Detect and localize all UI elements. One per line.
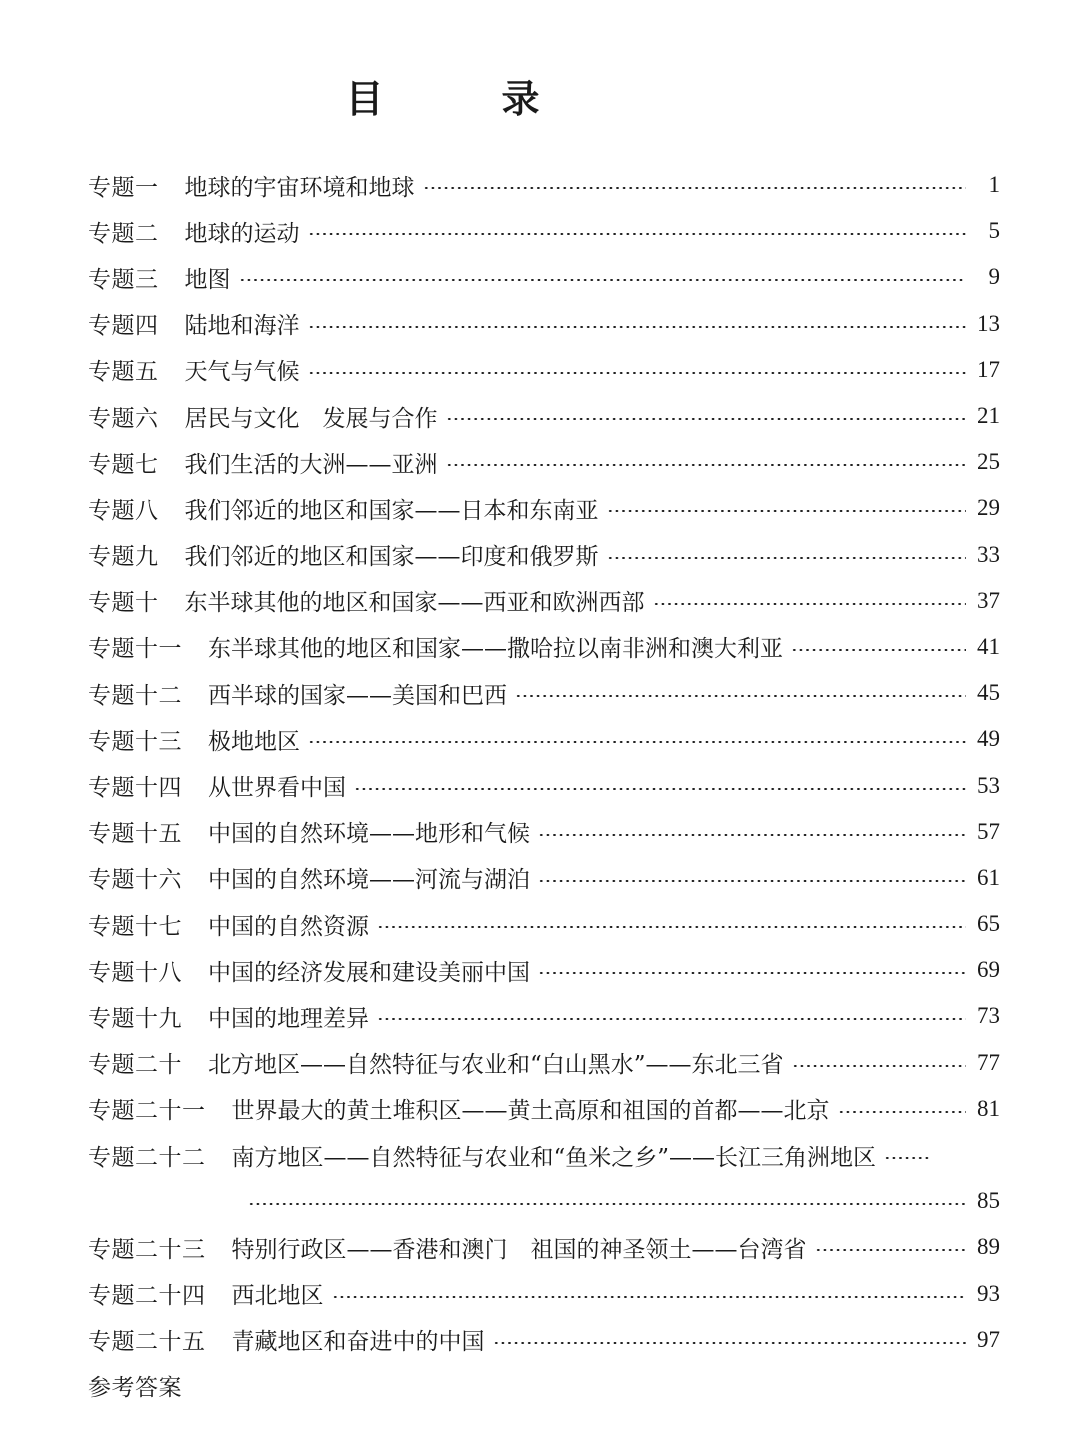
toc-entry[interactable] xyxy=(88,578,1000,624)
entry-title: 地球的宇宙环境和地球 xyxy=(184,174,415,201)
entry-page-number: 73 xyxy=(977,1003,1000,1029)
entry-page-number: 81 xyxy=(977,1095,1000,1121)
entry-label: 专题二十二 xyxy=(88,1144,206,1171)
toc-entry[interactable] xyxy=(88,347,1000,393)
toc-entry-continuation[interactable] xyxy=(88,1178,1000,1224)
entry-page-number: 85 xyxy=(977,1188,1000,1214)
entry-title: 我们邻近的地区和国家——日本和东南亚 xyxy=(184,497,599,524)
dot-leader xyxy=(884,1157,930,1159)
page-title: 目 录 xyxy=(345,76,580,121)
dot-leader xyxy=(377,1018,966,1020)
entry-label: 专题十七 xyxy=(88,913,182,940)
entry-page-number: 33 xyxy=(977,541,1000,567)
toc-entry[interactable] xyxy=(88,301,1000,347)
dot-leader xyxy=(538,880,966,882)
entry-label: 专题二 xyxy=(88,220,159,247)
dot-leader xyxy=(607,557,967,559)
entry-label: 专题四 xyxy=(88,313,159,340)
toc-entry[interactable] xyxy=(88,855,1000,901)
toc-entry[interactable] xyxy=(88,901,1000,947)
dot-leader xyxy=(446,418,967,420)
entry-page-number: 1 xyxy=(988,172,1000,198)
entry-label: 专题十 xyxy=(88,590,159,617)
toc-entry[interactable] xyxy=(88,670,1000,716)
entry-label: 专题三 xyxy=(88,266,159,293)
entry-page-number: 57 xyxy=(977,818,1000,844)
entry-label: 专题九 xyxy=(88,544,159,571)
entry-title: 青藏地区和奋进中的中国 xyxy=(231,1329,485,1356)
entry-label: 专题十九 xyxy=(88,1005,182,1032)
toc-entry[interactable] xyxy=(88,393,1000,439)
toc-entry[interactable] xyxy=(88,762,1000,808)
dot-leader xyxy=(515,695,966,697)
entry-page-number: 77 xyxy=(977,1049,1000,1075)
entry-label: 专题十五 xyxy=(88,821,182,848)
entry-title: 居民与文化 发展与合作 xyxy=(184,405,438,432)
table-of-contents xyxy=(88,162,1000,1409)
entry-page-number: 45 xyxy=(977,680,1000,706)
dot-leader xyxy=(423,187,967,189)
entry-title: 南方地区——自然特征与农业和“鱼米之乡”——长江三角洲地区 xyxy=(231,1144,877,1171)
entry-title: 西北地区 xyxy=(231,1283,324,1310)
entry-label: 专题七 xyxy=(88,451,159,478)
entry-page-number: 93 xyxy=(977,1280,1000,1306)
dot-leader xyxy=(248,1203,966,1205)
toc-entry[interactable] xyxy=(88,1040,1000,1086)
entry-title: 特别行政区——香港和澳门 祖国的神圣领土——台湾省 xyxy=(231,1236,807,1263)
entry-title: 中国的自然环境——河流与湖泊 xyxy=(208,867,530,894)
dot-leader xyxy=(653,603,967,605)
entry-label: 专题十八 xyxy=(88,959,182,986)
entry-label: 专题二十 xyxy=(88,1052,182,1079)
entry-title: 东半球其他的地区和国家——撒哈拉以南非洲和澳大利亚 xyxy=(208,636,783,663)
entry-label: 专题十三 xyxy=(88,728,182,755)
entry-page-number: 41 xyxy=(977,633,1000,659)
toc-entry[interactable] xyxy=(88,254,1000,300)
entry-title: 极地地区 xyxy=(208,728,300,755)
dot-leader xyxy=(838,1111,967,1113)
entry-label: 专题二十五 xyxy=(88,1329,206,1356)
toc-entry[interactable] xyxy=(88,1271,1000,1317)
toc-entry[interactable] xyxy=(88,1086,1000,1132)
entry-page-number: 69 xyxy=(977,957,1000,983)
entry-label: 专题六 xyxy=(88,405,159,432)
entry-label: 专题五 xyxy=(88,359,159,386)
dot-leader xyxy=(538,834,966,836)
toc-entry[interactable] xyxy=(88,208,1000,254)
entry-label: 专题十四 xyxy=(88,775,182,802)
entry-title: 世界最大的黄土堆积区——黄土高原和祖国的首都——北京 xyxy=(231,1098,830,1125)
toc-entry[interactable] xyxy=(88,1132,1000,1178)
toc-entry[interactable] xyxy=(88,716,1000,762)
entry-label: 专题十一 xyxy=(88,636,182,663)
entry-page-number: 65 xyxy=(977,911,1000,937)
entry-title: 中国的自然环境——地形和气候 xyxy=(208,821,530,848)
dot-leader xyxy=(308,233,967,235)
entry-title: 北方地区——自然特征与农业和“白山黑水”——东北三省 xyxy=(208,1052,784,1079)
entry-title: 地球的运动 xyxy=(184,220,300,247)
entry-page-number: 17 xyxy=(977,356,1000,382)
entry-page-number: 21 xyxy=(977,403,1000,429)
toc-entry[interactable] xyxy=(88,809,1000,855)
dot-leader xyxy=(332,1296,967,1298)
entry-title: 我们生活的大洲——亚洲 xyxy=(184,451,438,478)
entry-title: 从世界看中国 xyxy=(208,775,346,802)
entry-label: 专题十六 xyxy=(88,867,182,894)
entry-page-number: 61 xyxy=(977,864,1000,890)
dot-leader xyxy=(815,1249,967,1251)
dot-leader xyxy=(308,326,967,328)
entry-label: 专题二十一 xyxy=(88,1098,206,1125)
toc-entry[interactable] xyxy=(88,485,1000,531)
dot-leader xyxy=(607,510,967,512)
dot-leader xyxy=(308,741,966,743)
dot-leader xyxy=(446,464,967,466)
entry-page-number: 25 xyxy=(977,449,1000,475)
entry-label: 专题二十四 xyxy=(88,1283,206,1310)
dot-leader xyxy=(791,649,966,651)
dot-leader xyxy=(792,1065,966,1067)
entry-page-number: 53 xyxy=(977,772,1000,798)
entry-label: 专题十二 xyxy=(88,682,182,709)
entry-title: 西半球的国家——美国和巴西 xyxy=(208,682,507,709)
dot-leader xyxy=(239,279,967,281)
entry-title: 中国的自然资源 xyxy=(208,913,369,940)
answers-label: 参考答案 xyxy=(88,1375,182,1402)
toc-entry[interactable] xyxy=(88,1224,1000,1270)
entry-page-number: 89 xyxy=(977,1234,1000,1260)
entry-page-number: 97 xyxy=(977,1326,1000,1352)
entry-title: 东半球其他的地区和国家——西亚和欧洲西部 xyxy=(184,590,645,617)
entry-title: 中国的地理差异 xyxy=(208,1005,369,1032)
entry-page-number: 13 xyxy=(977,310,1000,336)
dot-leader xyxy=(377,926,966,928)
dot-leader xyxy=(308,372,967,374)
toc-entry[interactable] xyxy=(88,947,1000,993)
entry-title: 天气与气候 xyxy=(184,359,300,386)
entry-page-number: 49 xyxy=(977,726,1000,752)
entry-title: 中国的经济发展和建设美丽中国 xyxy=(208,959,530,986)
toc-entry[interactable] xyxy=(88,532,1000,578)
toc-entry[interactable] xyxy=(88,993,1000,1039)
entry-title: 地图 xyxy=(184,266,231,293)
entry-label: 专题一 xyxy=(88,174,159,201)
dot-leader xyxy=(354,788,966,790)
entry-label: 专题八 xyxy=(88,497,159,524)
toc-entry[interactable] xyxy=(88,624,1000,670)
toc-entry[interactable] xyxy=(88,162,1000,208)
entry-page-number: 37 xyxy=(977,587,1000,613)
toc-entry-answers[interactable] xyxy=(88,1363,1000,1409)
dot-leader xyxy=(493,1342,967,1344)
dot-leader xyxy=(538,972,966,974)
entry-page-number: 29 xyxy=(977,495,1000,521)
toc-entry[interactable] xyxy=(88,439,1000,485)
entry-title: 陆地和海洋 xyxy=(184,313,300,340)
entry-label: 专题二十三 xyxy=(88,1236,206,1263)
entry-page-number: 5 xyxy=(988,218,1000,244)
entry-title: 我们邻近的地区和国家——印度和俄罗斯 xyxy=(184,544,599,571)
entry-page-number: 9 xyxy=(988,264,1000,290)
toc-entry[interactable] xyxy=(88,1317,1000,1363)
